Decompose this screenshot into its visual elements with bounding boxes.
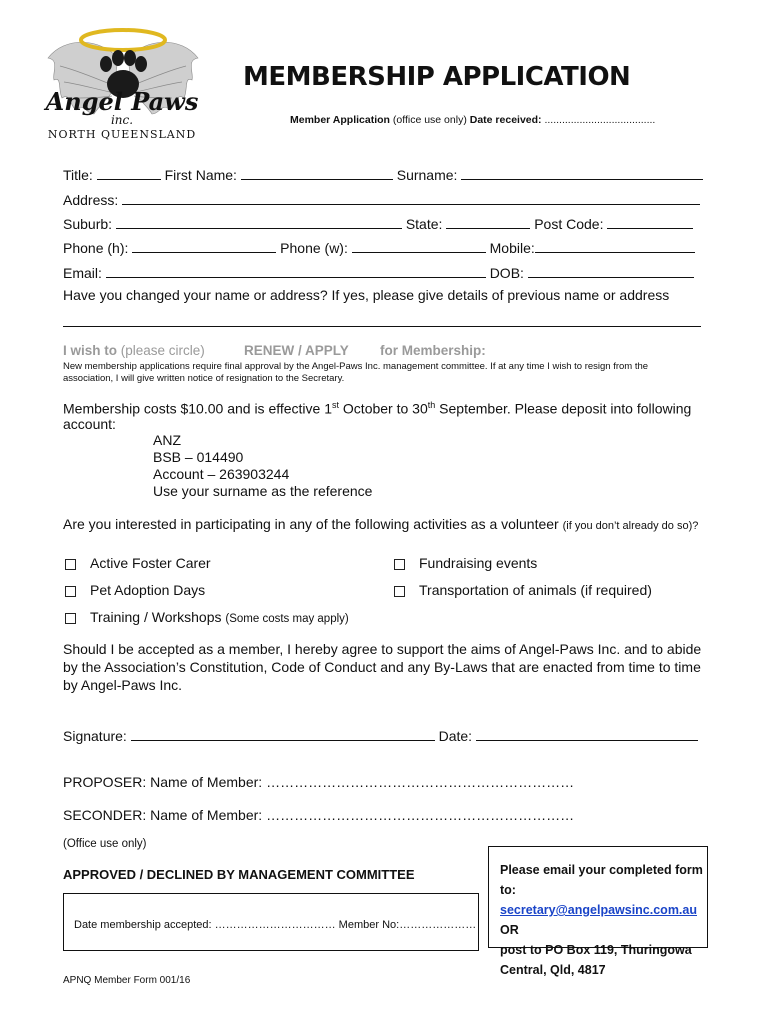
address-label: Address: <box>63 192 119 208</box>
angel-paws-logo <box>40 18 205 143</box>
checkbox[interactable] <box>65 586 76 597</box>
suburb-field[interactable] <box>116 214 402 229</box>
email-field[interactable] <box>106 263 486 278</box>
secretary-email-link[interactable]: secretary@angelpawsinc.com.au <box>500 903 697 917</box>
date-received-label: Date received: <box>469 114 542 126</box>
option-label: Transportation of animals (if required) <box>419 582 652 598</box>
signature-field[interactable] <box>131 726 435 741</box>
costs-text-c: September. Please deposit into following <box>435 400 692 417</box>
renew-apply-options[interactable]: RENEW / APPLY <box>244 343 349 358</box>
office-box <box>63 893 479 951</box>
row-suburb <box>63 214 693 232</box>
approved-declined-label: APPROVED / DECLINED BY MANAGEMENT COMMITTEE <box>63 867 415 882</box>
option-label: Pet Adoption Days <box>90 582 206 598</box>
account-number: Account – 263903244 <box>153 466 290 482</box>
first-name-field[interactable] <box>241 165 393 180</box>
option-label: Active Foster Carer <box>90 555 211 571</box>
post-code-field[interactable] <box>607 214 693 229</box>
changed-question: Have you changed your name or address? If yes, please give details of previous name or address <box>63 287 670 303</box>
logo-sub: inc. <box>110 113 134 127</box>
signature-date-field[interactable] <box>476 726 698 741</box>
seconder-label: SECONDER: Name of Member: <box>63 807 263 823</box>
logo-region: NORTH QUEENSLAND <box>47 128 197 141</box>
page-title: MEMBERSHIP APPLICATION <box>243 62 631 92</box>
costs-sup-st: st <box>332 400 340 410</box>
surname-field[interactable] <box>461 165 703 180</box>
date-label: Date: <box>438 728 473 744</box>
seconder-row[interactable] <box>63 807 574 823</box>
post-code-label: Post Code: <box>534 216 604 232</box>
suburb-label: Suburb: <box>63 216 113 232</box>
post-address-line2: Central, Qld, 4817 <box>500 963 606 977</box>
row-name <box>63 165 703 183</box>
logo-name: Angel Paws <box>45 87 199 116</box>
mobile-label: Mobile: <box>489 240 535 256</box>
office-use-label: (Office use only) <box>63 838 147 850</box>
costs-line1 <box>63 400 691 417</box>
mobile-field[interactable] <box>535 238 695 253</box>
wish-note-line2: association, I will give written notice of resignation to the Secretary. <box>63 373 345 384</box>
volunteer-question <box>63 516 698 532</box>
member-application-label: Member Application <box>290 114 390 126</box>
checkbox[interactable] <box>394 586 405 597</box>
phone-w-label: Phone (w): <box>280 240 348 256</box>
post-address-line1: post to PO Box 119, Thuringowa <box>500 943 692 957</box>
office-note: (office use only) <box>392 114 467 126</box>
option-label: Fundraising events <box>419 555 538 571</box>
phone-w-field[interactable] <box>352 238 486 253</box>
costs-sup-th: th <box>427 400 436 410</box>
previous-details-field[interactable] <box>63 326 701 327</box>
volunteer-question-text: Are you interested in participating in any of the following activities as a volunteer <box>63 516 559 532</box>
email-instructions-line1: Please email your completed form to: <box>500 863 703 897</box>
wish-note-line1: New membership applications require final approval by the Angel-Paws Inc. management committee. If at any time I wish to resign from the <box>63 361 649 372</box>
option-note: (Some costs may apply) <box>225 613 349 625</box>
for-membership-label: for Membership: <box>380 343 486 358</box>
option-active-foster-carer[interactable] <box>65 555 211 571</box>
form-id: APNQ Member Form 001/16 <box>63 975 191 986</box>
email-label: Email: <box>63 265 102 281</box>
reference-note: Use your surname as the reference <box>153 483 373 499</box>
row-phone <box>63 238 695 256</box>
agreement-line3: by Angel-Paws Inc. <box>63 677 183 693</box>
option-transportation[interactable] <box>394 582 652 598</box>
agreement-line2: by the Association’s Constitution, Code of Conduct and any By-Laws that are enacted from time to time <box>63 659 701 675</box>
date-accepted-line: Date membership accepted: …………………………… Member No:………………… <box>74 919 477 931</box>
agreement-line1: Should I be accepted as a member, I hereby agree to support the aims of Angel-Paws Inc. and to abide <box>63 641 702 657</box>
dob-field[interactable] <box>528 263 694 278</box>
phone-h-field[interactable] <box>132 238 276 253</box>
please-circle-label: (please circle) <box>120 343 205 358</box>
title-label: Title: <box>63 167 93 183</box>
i-wish-label: I wish to <box>63 343 117 358</box>
dob-label: DOB: <box>489 265 524 281</box>
row-address <box>63 190 700 208</box>
checkbox[interactable] <box>65 559 76 570</box>
phone-h-label: Phone (h): <box>63 240 129 256</box>
row-email <box>63 263 694 281</box>
first-name-label: First Name: <box>164 167 237 183</box>
surname-label: Surname: <box>396 167 458 183</box>
option-label: Training / Workshops <box>90 609 222 625</box>
office-use-row <box>290 114 655 126</box>
signature-row <box>63 726 698 744</box>
checkbox[interactable] <box>394 559 405 570</box>
option-pet-adoption-days[interactable] <box>65 582 205 598</box>
date-received-dots: ...................................... <box>544 114 656 126</box>
checkbox[interactable] <box>65 613 76 624</box>
volunteer-question-note: (if you don’t already do so)? <box>562 520 699 532</box>
proposer-dots: ………………………………………………………… <box>266 774 575 790</box>
option-fundraising-events[interactable] <box>394 555 537 571</box>
proposer-label: PROPOSER: Name of Member: <box>63 774 263 790</box>
costs-text-a: Membership costs $10.00 and is effective 1 <box>63 400 333 417</box>
costs-text-b: October to 30 <box>339 400 428 417</box>
state-field[interactable] <box>446 214 530 229</box>
seconder-dots: ………………………………………………………… <box>266 807 575 823</box>
costs-line2: account: <box>63 416 116 432</box>
address-field[interactable] <box>122 190 700 205</box>
bsb-number: BSB – 014490 <box>153 449 244 465</box>
bank-name: ANZ <box>153 432 181 448</box>
email-or: OR <box>500 923 519 937</box>
state-label: State: <box>405 216 443 232</box>
option-training-workshops[interactable] <box>65 609 349 625</box>
proposer-row[interactable] <box>63 774 574 790</box>
email-instructions-box <box>488 846 708 977</box>
wish-row <box>63 343 205 358</box>
signature-label: Signature: <box>63 728 127 744</box>
title-field[interactable] <box>97 165 161 180</box>
paw-wings-icon <box>40 18 205 143</box>
